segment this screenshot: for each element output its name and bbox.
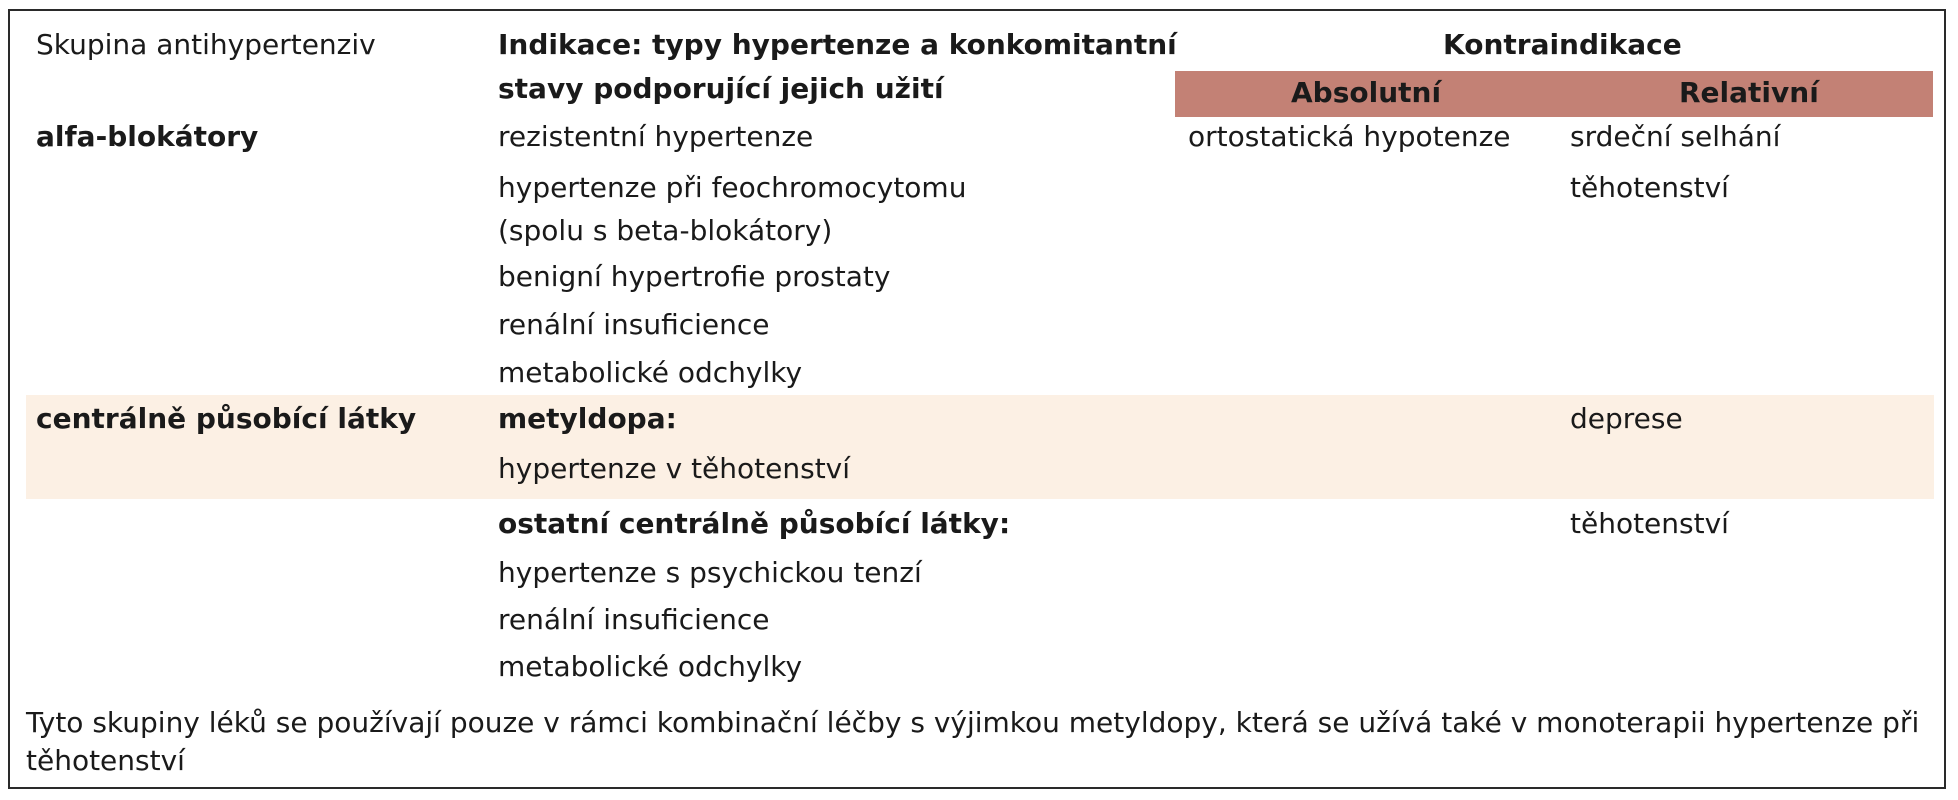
row1-relative-1: srdeční selhání	[1570, 120, 1781, 153]
row1-indication-1: rezistentní hypertenze	[498, 120, 814, 153]
row3-indication-1: hypertenze s psychickou tenzí	[498, 556, 922, 589]
row1-indication-4: benigní hypertrofie prostaty	[498, 260, 891, 293]
row-group-alfa: alfa-blokátory	[36, 120, 259, 153]
row3-relative: těhotenství	[1570, 507, 1729, 540]
row1-indication-5: renální insuficience	[498, 308, 770, 341]
contraindications-subheader-bar	[1175, 71, 1933, 117]
header-group: Skupina antihypertenziv	[36, 28, 376, 61]
row2-relative: deprese	[1570, 402, 1683, 435]
header-contraindications: Kontraindikace	[1443, 28, 1682, 61]
row1-indication-2: hypertenze při feochromocytomu	[498, 171, 967, 204]
row1-indication-3: (spolu s beta-blokátory)	[498, 214, 833, 247]
row1-relative-2: těhotenství	[1570, 171, 1729, 204]
row2-indication-1: hypertenze v těhotenství	[498, 452, 851, 485]
header-indications-line1: Indikace: typy hypertenze a konkomitantní	[498, 28, 1177, 61]
row2-indication-title: metyldopa:	[498, 402, 677, 435]
row3-indication-title: ostatní centrálně působící látky:	[498, 507, 1011, 540]
row3-indication-2: renální insuficience	[498, 603, 770, 636]
table-footnote: Tyto skupiny léků se používají pouze v rámci kombinační léčby s výjimkou metyldopy, která se užívá také v monoterapii hypertenze při těhotenství	[26, 706, 1920, 777]
header-indications-line2: stavy podporující jejich užití	[498, 72, 944, 105]
row1-indication-6: metabolické odchylky	[498, 356, 803, 389]
header-absolute: Absolutní	[1291, 76, 1442, 109]
row1-absolute: ortostatická hypotenze	[1188, 120, 1511, 153]
row3-indication-3: metabolické odchylky	[498, 650, 803, 683]
row-group-central: centrálně působící látky	[36, 402, 417, 435]
header-relative: Relativní	[1679, 76, 1819, 109]
